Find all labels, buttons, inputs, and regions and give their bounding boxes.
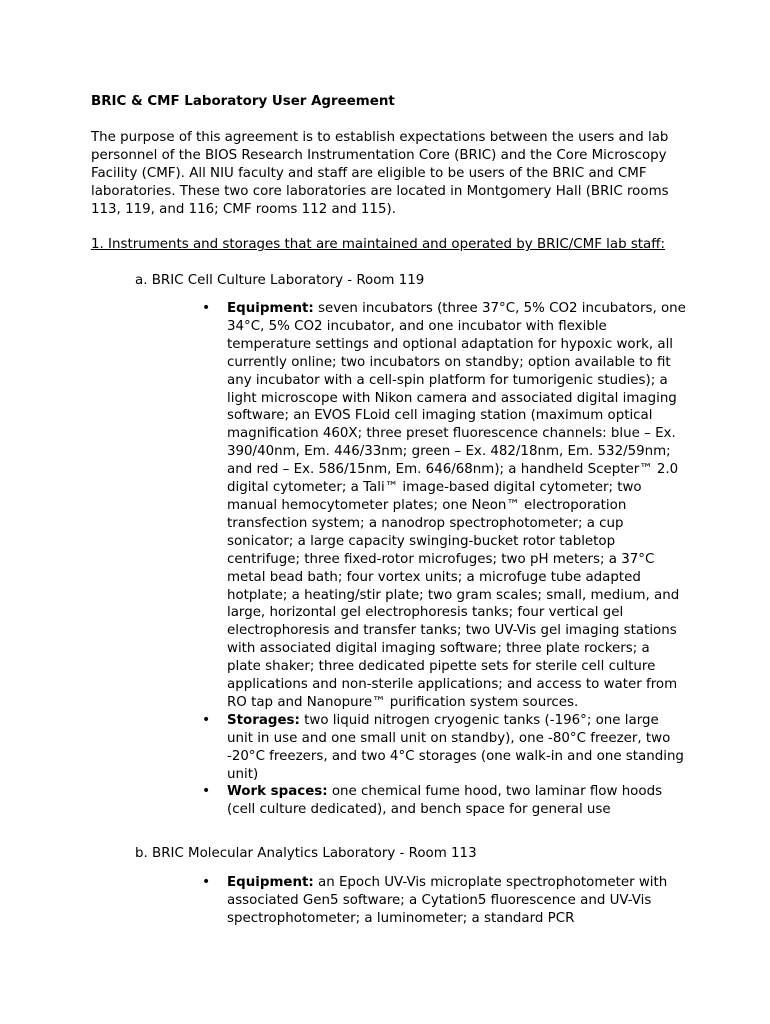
- bullet-lead-label: Equipment:: [227, 875, 314, 890]
- bullet-dot-icon: •: [202, 874, 211, 890]
- bullet-text: an Epoch UV-Vis microplate spectrophotometer with associated Gen5 software; a Cytation5 fluorescence and UV-Vis spectrophotometer; a luminometer; a standard PCR: [227, 875, 668, 926]
- document-title: BRIC & CMF Laboratory User Agreement: [91, 94, 395, 109]
- bullet-dot-icon: •: [202, 783, 211, 800]
- bullet-equipment: [202, 300, 687, 712]
- intro-paragraph: The purpose of this agreement is to establish expectations between the users and lab personnel of the BIOS Research Instrumentation Core (BRIC) and the Core Microscopy Facility (CMF). All NIU faculty and staff are eligible to be users of the BRIC and CMF laboratories. These two core laboratories are located in Montgomery Hall (BRIC rooms 113, 119, and 116; CMF rooms 112 and 115).: [91, 130, 669, 217]
- subsection-a-bullet-list: [202, 300, 687, 819]
- subsection-b-bullet-list: [202, 874, 687, 928]
- section-1-heading: 1. Instruments and storages that are maintained and operated by BRIC/CMF lab staff:: [91, 237, 665, 252]
- bullet-dot-icon: •: [202, 300, 211, 316]
- bullet-lead-label: Work spaces:: [227, 784, 328, 800]
- bullet-storages: [202, 711, 687, 784]
- bullet-work-spaces: [202, 783, 687, 819]
- bullet-dot-icon: •: [202, 711, 211, 728]
- subsection-b-heading: b. BRIC Molecular Analytics Laboratory - Room 113: [135, 846, 477, 861]
- bullet-text: two liquid nitrogen cryogenic tanks (-196°; one large unit in use and one small unit on standby), one -80°C freezer, two -20°C freezers, and two 4°C storages (one walk-in and one standing unit): [227, 712, 684, 782]
- bullet-lead-label: Equipment:: [227, 301, 314, 316]
- bullet-text: seven incubators (three 37°C, 5% CO2 incubators, one 34°C, 5% CO2 incubator, and one incubator with flexible temperature settings and optional adaptation for hypoxic work, all currently online; two incubators on standby; option available to fit any incubator with a cell-spin platform for tumorigenic studies); a light microscope with Nikon camera and associated digital imaging software; an EVOS FLoid cell imaging station (maximum optical magnification 460X; three preset fluorescence channels: blue – Ex. 390/40nm, Em. 446/33nm; green – Ex. 482/18nm, Em. 532/59nm; and red – Ex. 586/15nm, Em. 646/68nm); a handheld Scepter™ 2.0 digital cytometer; a Tali™ image-based digital cytometer; two manual hemocytometer plates; one Neon™ electroporation transfection system; a nanodrop spectrophotometer; a cup sonicator; a large capacity swinging-bucket rotor tabletop centrifuge; three fixed-rotor microfuges; two pH meters; a 37°C metal bead bath; four vortex units; a microfuge tube adapted hotplate; a heating/stir plate; two gram scales; small, medium, and large, horizontal gel electrophoresis tanks; four vertical gel electrophoresis and transfer tanks; two UV-Vis gel imaging stations with associated digital imaging software; three plate rockers; a plate shaker; three dedicated pipette sets for sterile cell culture applications and non-sterile applications; and access to water from RO tap and Nanopure™ purification system sources.: [227, 301, 686, 710]
- subsection-a-heading: a. BRIC Cell Culture Laboratory - Room 119: [135, 273, 425, 288]
- bullet-text: one chemical fume hood, two laminar flow hoods (cell culture dedicated), and bench space for general use: [227, 784, 663, 818]
- bullet-equipment: [202, 874, 687, 928]
- bullet-lead-label: Storages:: [227, 712, 300, 728]
